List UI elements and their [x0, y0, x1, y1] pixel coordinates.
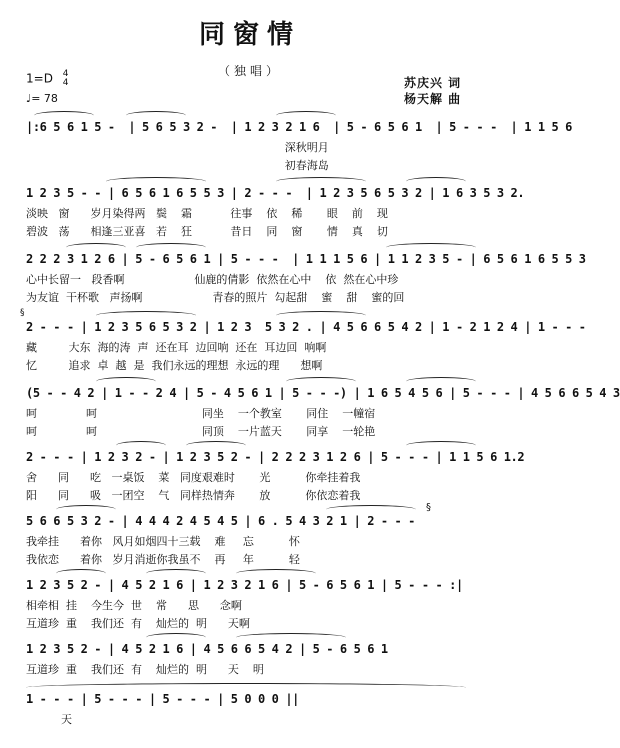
notation-line: 5 6 6 5 3 2 - | 4 4 4 2 4 5 4 5 | 6 . 5 4 3 2 1 | 2 - - - [26, 514, 416, 528]
notation-line: 1 - - - | 5 - - - | 5 - - - | 5 0 0 0 || [26, 692, 299, 706]
music-system-3 [26, 250, 586, 308]
lyric-verse-1: 相牵相 挂 今生今 世 常 思 念啊 [26, 599, 242, 612]
music-system-1 [26, 118, 572, 176]
lyric-verse-1: 呵 呵 同坐 一个教室 同住 一幢宿 [26, 407, 376, 420]
lyric-verse-1: 互道珍 重 我们还 有 灿烂的 明 天 明 [26, 663, 264, 676]
notation-line: 1 2 3 5 - - | 6 5 6 1 6 5 5 3 | 2 - - - | 1 2 3 5 6 5 3 2 | 1 6 3 5 3 2. [26, 186, 525, 200]
performance-type: （独唱） [217, 64, 282, 78]
music-system-7 [26, 502, 478, 570]
lyric-verse-2: 我依恋 着你 岁月消逝你我虽不 再 年 轻 [26, 553, 300, 566]
music-system-4 [20, 308, 586, 376]
lyric-verse-1: 舍 同 吃 一桌饭 菜 同度艰难时 光 你牵挂着我 [26, 471, 361, 484]
lyric-verse-1: 心中长留一 段香啊 仙鹿的倩影 依然在心中 依 然在心中珍 [26, 273, 399, 286]
lyric-verse-2: 呵 呵 同顶 一片蓝天 同享 一轮艳 [26, 425, 376, 438]
music-system-9 [26, 640, 478, 680]
lyric-verse-2: 碧波 荡 相逢三亚喜 若 狂 昔日 同 窗 情 真 切 [26, 225, 388, 238]
notation-line: 1 2 3 5 2 - | 4 5 2 1 6 | 1 2 3 2 1 6 | 5 - 6 5 6 1 | 5 - - - :| [26, 578, 463, 592]
lyric-verse-2: 为友谊 干杯歌 声扬啊 青春的照片 勾起甜 蜜 甜 蜜的回 [26, 291, 405, 304]
lyric-verse-2: 初春海岛 [26, 159, 329, 172]
key-signature [26, 70, 69, 88]
music-system-8 [26, 576, 478, 634]
key-label: 1=D [26, 71, 53, 86]
lyric-verse-1: 藏 大东 海的涛 声 还在耳 边回响 还在 耳边回 响啊 [26, 341, 327, 354]
music-system-5 [26, 384, 620, 442]
music-system-6 [26, 448, 525, 506]
lyric-verse-1: 深秋明月 [26, 141, 329, 154]
composer-credit: 杨天解 曲 [404, 92, 462, 106]
music-system-10 [26, 690, 478, 730]
notation-line: 1 2 3 5 2 - | 4 5 2 1 6 | 4 5 6 6 5 4 2 | 5 - 6 5 6 1 [26, 642, 388, 656]
time-signature [63, 70, 69, 88]
notation-line: 2 - - - | 1 2 3 2 - | 1 2 3 5 2 - | 2 2 2 3 1 2 6 | 5 - - - | 1 1 5 6 1.2 [26, 450, 525, 464]
lyric-verse-1: 天 [26, 713, 72, 726]
lyric-verse-2: 忆 追求 卓 越 是 我们永远的理想 永远的理 想啊 [26, 359, 323, 372]
music-system-2 [26, 184, 525, 242]
lyric-verse-1: 淡映 窗 岁月染得两 鬓 霜 往事 依 稀 眼 前 现 [26, 207, 388, 220]
lyric-verse-2: 互道珍 重 我们还 有 灿烂的 明 天啊 [26, 617, 250, 630]
lyric-verse-2: 阳 同 吸 一团空 气 同样热情奔 放 你依恋着我 [26, 489, 361, 502]
lyricist-credit: 苏庆兴 词 [404, 76, 462, 90]
rehearsal-mark: § [20, 308, 25, 318]
time-bottom: 4 [62, 78, 69, 88]
time-top: 4 [62, 69, 69, 79]
notation-line: 2 2 2 3 1 2 6 | 5 - 6 5 6 1 | 5 - - - | 1 1 1 5 6 | 1 1 2 3 5 - | 6 5 6 1 6 5 5 3 [26, 252, 586, 266]
notation-line: |:6 5 6 1 5 - | 5 6 5 3 2 - | 1 2 3 2 1 6 | 5 - 6 5 6 1 | 5 - - - | 1 1 5 6 [26, 120, 572, 134]
tempo-marking: ♩= 78 [26, 92, 58, 105]
segno-sign: § [426, 502, 431, 513]
notation-line: (5 - - 4 2 | 1 - - 2 4 | 5 - 4 5 6 1 | 5 - - -) | 1 6 5 4 5 6 | 5 - - - | 4 5 6 6 5 4 3 [26, 386, 620, 400]
song-title: 同窗情 [198, 20, 301, 50]
lyric-verse-1: 我牵挂 着你 风月如烟四十三载 难 忘 怀 [26, 535, 300, 548]
notation-line: 2 - - - | 1 2 3 5 6 5 3 2 | 1 2 3 5 3 2 . | 4 5 6 6 5 4 2 | 1 - 2 1 2 4 | 1 - - - [26, 320, 586, 334]
